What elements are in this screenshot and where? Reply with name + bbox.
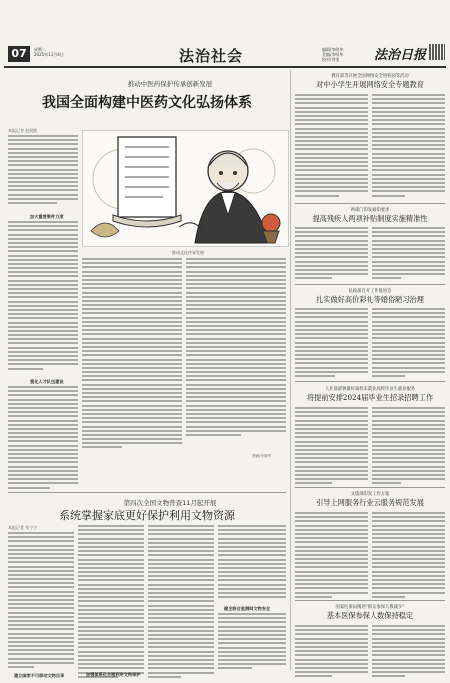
right-a2-text-col2	[372, 227, 445, 281]
right-a2-kicker: 两部门印发通知要求	[350, 208, 390, 213]
bottom-kicker: 第四次全国文物普查11月起开展	[123, 499, 217, 507]
qr-code-icon	[429, 44, 445, 60]
right-separator-2	[295, 284, 445, 285]
right-a6-text-col1	[295, 625, 368, 679]
right-separator-3	[295, 381, 445, 382]
right-a5-text-col1	[295, 512, 368, 600]
issue-meta	[34, 47, 74, 57]
bottom-text-col4	[218, 525, 286, 600]
main-subhead-1: 加大重要案件力度	[30, 214, 64, 219]
paper-name: 法治日报	[374, 48, 427, 63]
page-number: 07	[8, 46, 30, 62]
cartoon-scroll-text	[85, 133, 86, 134]
right-separator-5	[295, 600, 445, 601]
right-a3-headline: 扎实做好高价彩礼等婚俗陋习治理	[316, 295, 424, 304]
right-a4-text-col1	[295, 407, 368, 487]
main-byline: 本报记者 赵晨熙	[8, 128, 38, 133]
header-rule	[4, 66, 446, 68]
editor-line: 编辑/李明华	[322, 47, 344, 52]
right-a3-text-col2	[372, 308, 445, 379]
tcm-cartoon-illustration	[82, 130, 289, 247]
right-a4-text-col2	[372, 407, 445, 487]
main-text-col1b	[8, 221, 78, 372]
illustration-caption: 推动文化传承发展	[172, 250, 204, 255]
bottom-byline: 本报记者 张宁宁	[8, 525, 38, 530]
right-a6-kicker: 国家医保局阐述“群众参保人数减少”	[335, 605, 405, 610]
right-a1-headline: 对中小学生开展网络安全专题教育	[316, 80, 424, 89]
main-headline: 我国全面构建中医药文化弘扬体系	[42, 95, 252, 111]
main-kicker: 推动中医药保护传承创新发展	[127, 80, 213, 88]
right-a6-text-col2	[372, 625, 445, 679]
proofreader-line: 校对/刘雯	[322, 57, 340, 62]
right-a2-text-col1	[295, 227, 368, 281]
issue-date: 2025年11月4日	[34, 52, 64, 57]
illustration-credit: 漫画/李晓军	[252, 454, 272, 458]
right-a3-text-col1	[295, 308, 368, 379]
designer-line: 美编/李明华	[322, 52, 344, 57]
page-header	[4, 44, 446, 66]
right-a6-headline: 基本医保参保人数保持稳定	[326, 611, 414, 620]
bottom-text-col4b	[218, 613, 286, 672]
right-a4-kicker: 人社部部署做好离校未就业高校毕业生就业服务	[324, 387, 416, 392]
bottom-text-col2	[78, 525, 144, 680]
column-divider	[290, 70, 291, 670]
right-a5-text-col2	[372, 512, 445, 600]
bottom-subhead-2: 加强体系化合理利用文物保护	[86, 672, 141, 677]
right-separator-4	[295, 487, 445, 488]
main-text-col1a	[8, 135, 78, 206]
section-title: 法治社会	[179, 47, 244, 65]
editor-credits	[322, 47, 372, 62]
right-a2-headline: 提高残疾人两项补贴制度实施精准性	[312, 214, 428, 223]
right-a3-kicker: 民政部召开工作推进会	[348, 289, 392, 294]
right-a1-text-col2	[372, 94, 445, 199]
main-subhead-2: 强化人才队伍建设	[30, 379, 64, 384]
right-a1-kicker: 教育部等开展全国网络安全进校园等活动	[331, 74, 409, 79]
right-separator-1	[295, 203, 445, 204]
bottom-headline: 系统掌握家底更好保护利用文物资源	[59, 509, 235, 522]
bottom-subhead-1: 建立国家不可移动文物目录	[14, 673, 65, 678]
bottom-text-col1	[8, 532, 74, 670]
bottom-subhead-3: 健全联合监测网文物安全	[224, 606, 271, 611]
issue-weekday: 星期二	[34, 47, 46, 52]
main-text-col3	[186, 258, 286, 438]
right-a4-headline: 将提前安排2024届毕业生招录招聘工作	[306, 393, 434, 402]
main-text-col1c	[8, 386, 78, 491]
bottom-text-col3	[148, 525, 214, 680]
right-a1-text-col1	[295, 94, 368, 199]
main-text-col2	[82, 258, 182, 451]
right-a5-kicker: 文旅部印发工作方案	[350, 492, 390, 497]
right-a5-headline: 引导上网服务行业云服务规范发展	[316, 498, 424, 507]
cartoon-svg	[83, 131, 288, 246]
article-separator	[8, 492, 286, 493]
